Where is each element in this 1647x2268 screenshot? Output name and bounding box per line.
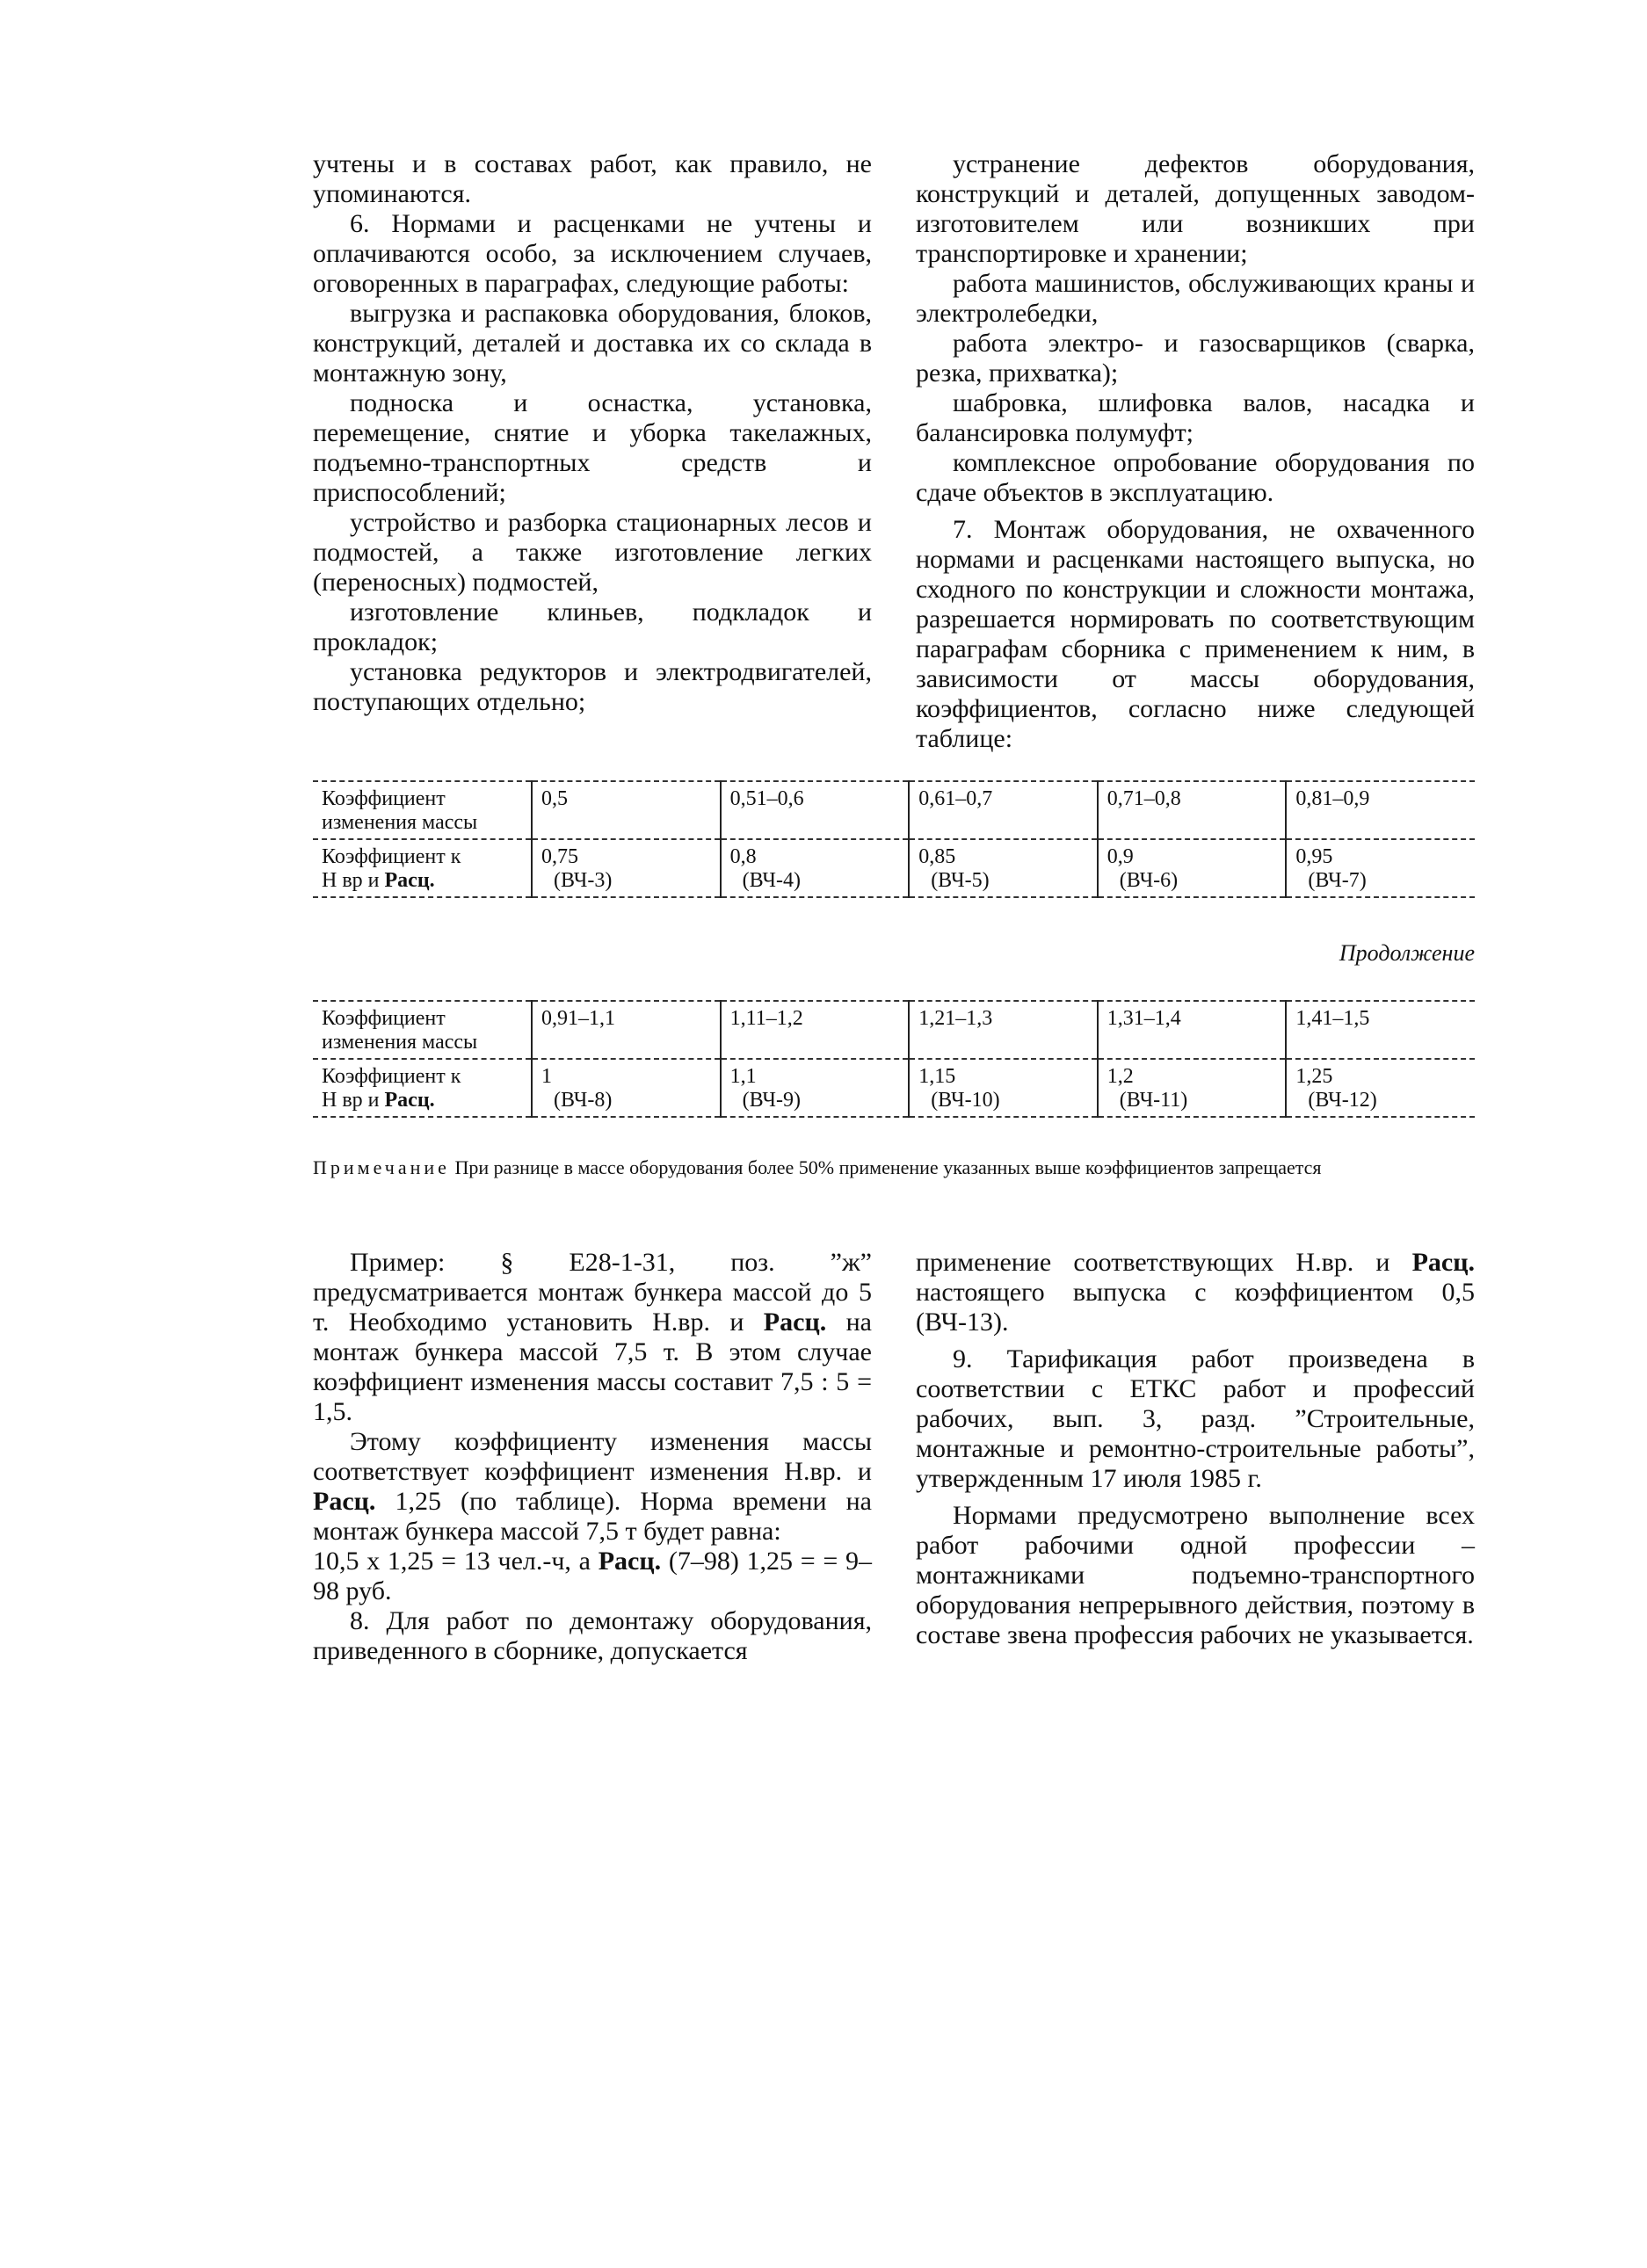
list-item: шабровка, шлифовка валов, насадка и балансировка полумуфт; — [916, 388, 1475, 447]
table-row-mass — [313, 1001, 1475, 1059]
text-column-left-top — [313, 149, 872, 717]
coef-value: 1 — [541, 1065, 552, 1088]
table-cell: 1,31–1,4 — [1098, 1001, 1287, 1059]
coef-value: 1,25 — [1295, 1065, 1333, 1088]
bold-run: Расц. — [763, 1308, 827, 1337]
coef-value: 0,75 — [541, 845, 578, 868]
code-value: (ВЧ-11) — [1119, 1089, 1188, 1112]
row-label-line1: Коэффициент к — [322, 845, 461, 868]
table-cell — [909, 1059, 1098, 1117]
paragraph — [916, 1248, 1475, 1337]
row-label: Коэффициент изменения массы — [322, 787, 478, 834]
row-label-bold: Расц. — [384, 1089, 435, 1112]
paragraph: Нормами предусмотрено выполнение всех работ рабочими одной профессии – монтажниками подъемно-транспортного оборудования непрерывного действия, поэтому в составе звена профессия рабочих не указывается. — [916, 1501, 1475, 1649]
table-cell: 1,41–1,5 — [1286, 1001, 1475, 1059]
text-column-right-top — [916, 149, 1475, 754]
list-item: работа электро- и газосварщиков (сварка, резка, прихватка); — [916, 329, 1475, 388]
list-item: подноска и оснастка, установка, перемещение, снятие и уборка такелажных, подъемно-транспортных средств и приспособлений; — [313, 388, 872, 507]
text-run: 1,25 (по таблице). Норма времени на монтаж бункера массой 7,5 т будет равна: — [313, 1487, 872, 1546]
text-run: настоящего выпуска с коэффициентом 0,5 (ВЧ-13). — [916, 1278, 1475, 1337]
paragraph-item-8: 8. Для работ по демонтажу оборудования, приведенного в сборнике, допускается — [313, 1606, 872, 1665]
table-cell — [721, 1059, 910, 1117]
list-item: изготовление клиньев, подкладок и прокладок; — [313, 598, 872, 656]
list-item: установка редукторов и электродвигателей, поступающих отдельно; — [313, 657, 872, 716]
paragraph-item-9: 9. Тарификация работ произведена в соответствии с ЕТКС работ и профессий рабочих, вып. 3, разд. ”Строительные, монтажные и ремонтно-строительные работы”, утвержденным 17 июля 1985 г. — [916, 1344, 1475, 1493]
coef-value: 0,95 — [1295, 845, 1333, 868]
text-run: (7–98) 1,25 = = 9–98 руб. — [313, 1547, 873, 1605]
coef-value: 1,15 — [918, 1065, 956, 1088]
row-label — [313, 839, 532, 897]
coef-value: 0,85 — [918, 845, 956, 868]
table-cell — [532, 1059, 721, 1117]
coefficient-table-2 — [313, 1000, 1475, 1118]
note-label: Примечание — [313, 1156, 450, 1178]
code-value: (ВЧ-10) — [931, 1089, 1000, 1112]
text-run: на монтаж бункера массой 7,5 т. В этом случае коэффициент изменения массы составит 7,5 : 5 = 1,5. — [313, 1308, 873, 1426]
table-cell — [1098, 1059, 1287, 1117]
text-run: Этому коэффициенту изменения массы соответствует коэффициент изменения Н.вр. и — [313, 1427, 872, 1486]
paragraph: учтены и в составах работ, как правило, не упоминаются. — [313, 149, 872, 208]
code-value: (ВЧ-3) — [554, 869, 613, 892]
table-cell — [1286, 839, 1475, 897]
code-value: (ВЧ-4) — [742, 869, 801, 892]
table-row-coef — [313, 839, 1475, 897]
table-cell — [909, 839, 1098, 897]
row-label-bold: Расц. — [384, 869, 435, 892]
list-item: работа машинистов, обслуживающих краны и электролебедки, — [916, 269, 1475, 328]
paragraph-item-7: 7. Монтаж оборудования, не охваченного нормами и расценками настоящего выпуска, но сходного по конструкции и сложности монтажа, разрешается нормировать по соответствующим параграфам сборника с применением к ним, в зависимости от массы оборудования, коэффициентов, согласно ниже следующей таблице: — [916, 515, 1475, 753]
bold-run: Расц. — [313, 1487, 376, 1516]
coefficient-table-1 — [313, 780, 1475, 898]
text-column-left-bottom — [313, 1248, 872, 1666]
table-cell: 0,51–0,6 — [721, 781, 910, 839]
coef-value: 1,1 — [729, 1065, 757, 1088]
text-run: применение соответствующих Н.вр. и — [916, 1248, 1412, 1277]
code-value: (ВЧ-9) — [742, 1089, 801, 1112]
code-value: (ВЧ-12) — [1308, 1089, 1377, 1112]
table-row-coef — [313, 1059, 1475, 1117]
table-cell — [721, 839, 910, 897]
table-cell: 0,91–1,1 — [532, 1001, 721, 1059]
table-row-mass — [313, 781, 1475, 839]
list-item: устройство и разборка стационарных лесов и подмостей, а также изготовление легких (переносных) подмостей, — [313, 508, 872, 597]
table-cell: 1,11–1,2 — [721, 1001, 910, 1059]
row-label-line2: Н вр и — [322, 1089, 385, 1112]
coef-value: 0,9 — [1106, 845, 1134, 868]
code-value: (ВЧ-8) — [554, 1089, 613, 1112]
continuation-label: Продолжение — [1339, 940, 1475, 966]
list-item: комплексное опробование оборудования по сдаче объектов в эксплуатацию. — [916, 448, 1475, 507]
text-run: Пример: § Е28-1-31, поз. ”ж” предусматривается монтаж бункера массой до 5 т. Необходимо установить Н.вр. и — [313, 1248, 872, 1337]
coef-value: 0,8 — [729, 845, 757, 868]
table-cell: 0,5 — [532, 781, 721, 839]
row-label-line1: Коэффициент к — [322, 1065, 461, 1088]
row-label — [313, 1059, 532, 1117]
text-run: 10,5 х 1,25 = 13 чел.-ч, а — [313, 1547, 599, 1576]
code-value: (ВЧ-6) — [1119, 869, 1179, 892]
table-cell — [1098, 839, 1287, 897]
code-value: (ВЧ-5) — [931, 869, 990, 892]
table-cell — [1286, 1059, 1475, 1117]
bold-run: Расц. — [1411, 1248, 1475, 1277]
table-cell: 0,71–0,8 — [1098, 781, 1287, 839]
table-cell: 1,21–1,3 — [909, 1001, 1098, 1059]
paragraph-example — [313, 1248, 872, 1427]
table-cell: 0,81–0,9 — [1286, 781, 1475, 839]
paragraph-item-6: 6. Нормами и расценками не учтены и оплачиваются особо, за исключением случаев, оговоренных в параграфах, следующие работы: — [313, 209, 872, 298]
bold-run: Расц. — [598, 1547, 662, 1576]
table-note — [313, 1156, 1475, 1179]
row-label-line2: Н вр и — [322, 869, 385, 892]
row-label: Коэффициент изменения массы — [322, 1007, 478, 1054]
code-value: (ВЧ-7) — [1308, 869, 1367, 892]
list-item: устранение дефектов оборудования, конструкций и деталей, допущенных заводом-изготовителем или возникших при транспортировке и хранении; — [916, 149, 1475, 268]
table-cell — [532, 839, 721, 897]
paragraph — [313, 1427, 872, 1547]
text-column-right-bottom — [916, 1248, 1475, 1650]
list-item: выгрузка и распаковка оборудования, блоков, конструкций, деталей и доставка их со склада в монтажную зону, — [313, 299, 872, 388]
paragraph-formula — [313, 1547, 872, 1606]
coef-value: 1,2 — [1106, 1065, 1134, 1088]
table-cell: 0,61–0,7 — [909, 781, 1098, 839]
note-text: При разнице в массе оборудования более 50% применение указанных выше коэффициентов запрещается — [449, 1156, 1322, 1178]
